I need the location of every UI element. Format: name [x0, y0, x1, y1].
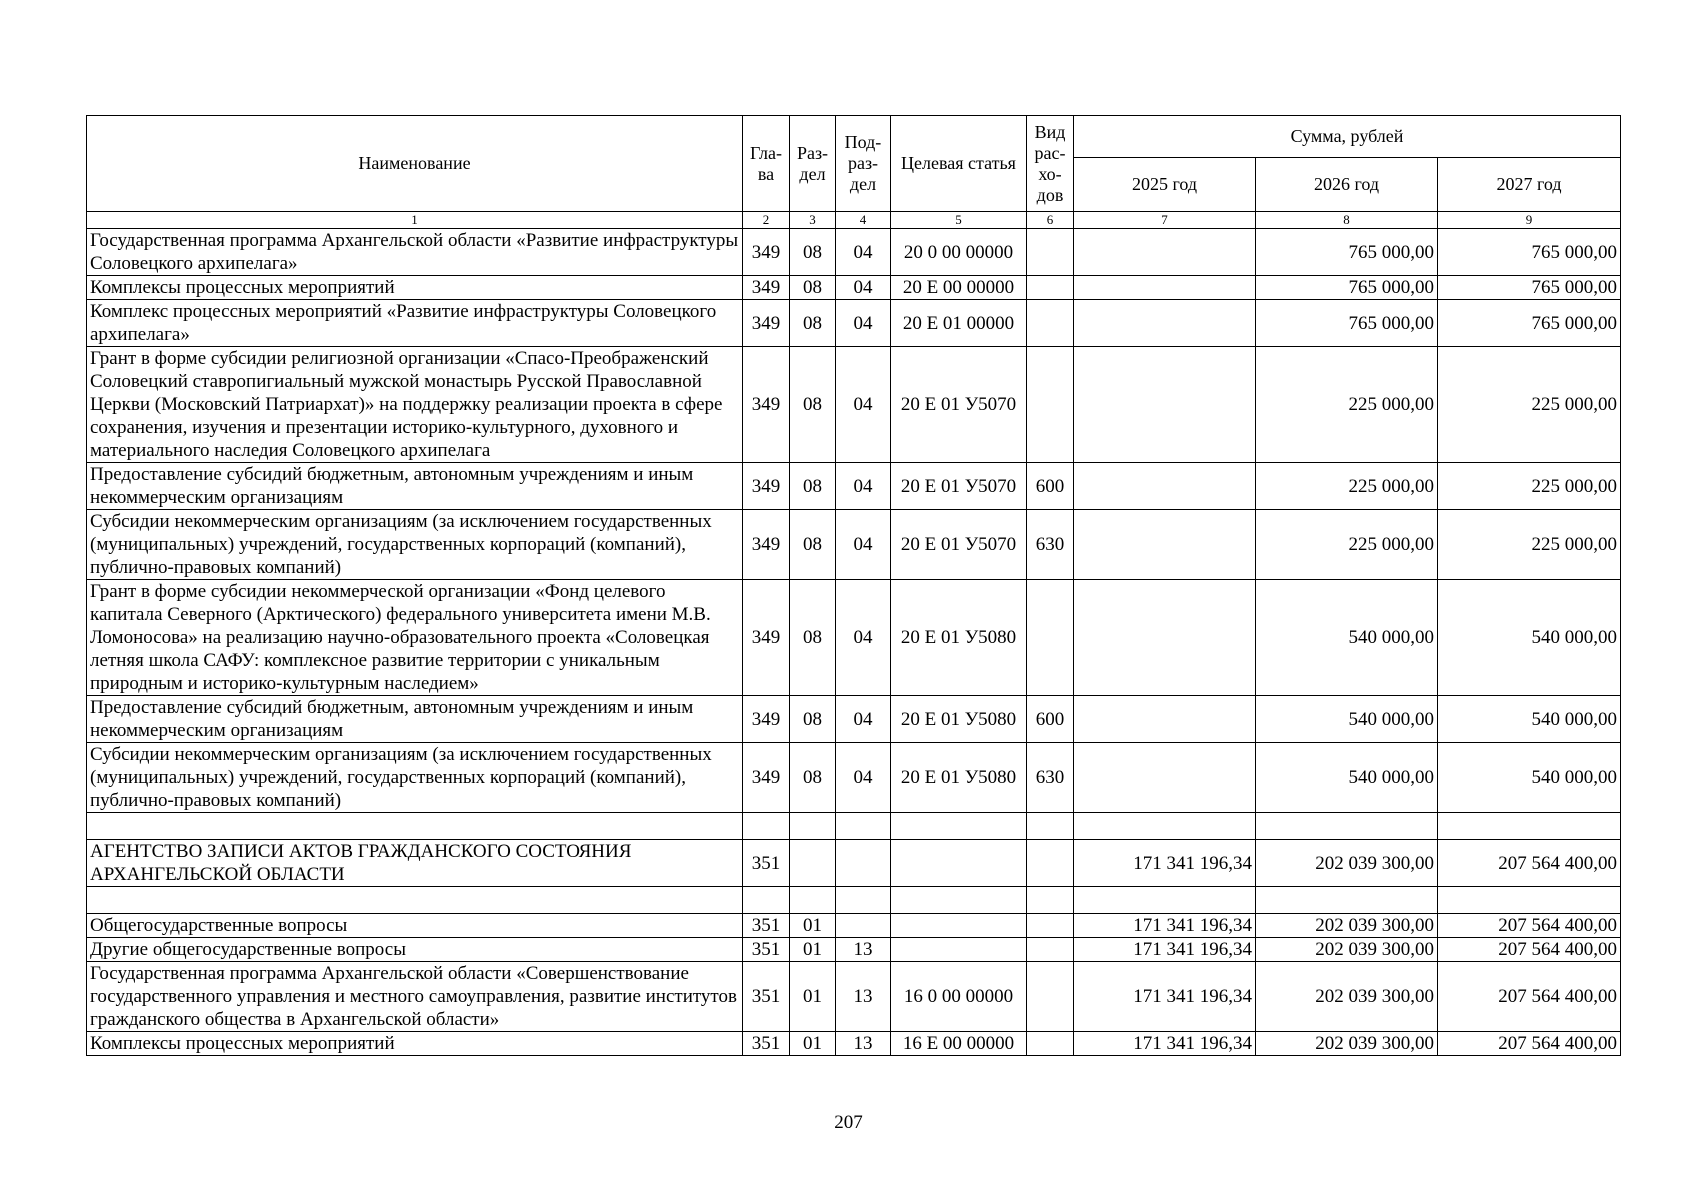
- row-razdel: [790, 840, 836, 887]
- row-name: Предоставление субсидий бюджетным, автономным учреждениям и иным некоммерческим организациям: [87, 463, 743, 510]
- row-vid: [1027, 580, 1074, 696]
- row-amount-2026: 202 039 300,00: [1256, 938, 1438, 962]
- row-podrazdel: 04: [836, 229, 891, 276]
- row-podrazdel: 13: [836, 1032, 891, 1056]
- row-name: Грант в форме субсидии некоммерческой организации «Фонд целевого капитала Северного (Арктического) федерального университета имени М.В. Ломоносова» на реализацию научно-образовательного проекта «Соловецкая летняя школа САФУ: комплексное развитие территории с уникальным природным и историко-культурным наследием»: [87, 580, 743, 696]
- row-vid: [1027, 962, 1074, 1032]
- header-vid: Вид рас-хо-дов: [1027, 116, 1074, 212]
- row-amount-2027: [1438, 887, 1621, 914]
- row-statya: 20 Е 01 У5070: [891, 510, 1027, 580]
- row-statya: 20 Е 01 У5080: [891, 696, 1027, 743]
- header-year-2027: 2027 год: [1438, 158, 1621, 212]
- row-glava: 349: [743, 347, 790, 463]
- row-amount-2027: 207 564 400,00: [1438, 938, 1621, 962]
- column-number: 3: [790, 212, 836, 229]
- row-name: [87, 887, 743, 914]
- header-summa: Сумма, рублей: [1074, 116, 1621, 158]
- row-podrazdel: 04: [836, 347, 891, 463]
- row-podrazdel: 13: [836, 938, 891, 962]
- row-glava: 349: [743, 276, 790, 300]
- row-statya: [891, 813, 1027, 840]
- row-glava: 349: [743, 300, 790, 347]
- row-razdel: 08: [790, 580, 836, 696]
- row-statya: 20 0 00 00000: [891, 229, 1027, 276]
- row-amount-2026: 540 000,00: [1256, 580, 1438, 696]
- row-statya: 16 Е 00 00000: [891, 1032, 1027, 1056]
- row-vid: [1027, 938, 1074, 962]
- row-podrazdel: 04: [836, 696, 891, 743]
- row-amount-2026: 202 039 300,00: [1256, 914, 1438, 938]
- row-name: Грант в форме субсидии религиозной организации «Спасо-Преображенский Соловецкий ставропигиальный мужской монастырь Русской Православной Церкви (Московский Патриархат)» на поддержку реализации проекта в сфере сохранения, изучения и презентации историко-культурного, духовного и материального наследия Соловецкого архипелага: [87, 347, 743, 463]
- row-vid: [1027, 276, 1074, 300]
- row-vid: [1027, 914, 1074, 938]
- table-row: [87, 696, 1621, 743]
- row-amount-2027: 207 564 400,00: [1438, 962, 1621, 1032]
- row-podrazdel: [836, 887, 891, 914]
- row-amount-2027: 225 000,00: [1438, 463, 1621, 510]
- header-name: Наименование: [87, 116, 743, 212]
- row-amount-2026: 765 000,00: [1256, 276, 1438, 300]
- table-row: [87, 276, 1621, 300]
- row-glava: [743, 813, 790, 840]
- row-podrazdel: 04: [836, 510, 891, 580]
- column-number: 7: [1074, 212, 1256, 229]
- row-name: Общегосударственные вопросы: [87, 914, 743, 938]
- row-glava: 351: [743, 938, 790, 962]
- table-row: [87, 1032, 1621, 1056]
- row-amount-2026: [1256, 813, 1438, 840]
- row-glava: 349: [743, 580, 790, 696]
- row-amount-2026: 540 000,00: [1256, 743, 1438, 813]
- row-name: Субсидии некоммерческим организациям (за исключением государственных (муниципальных) учреждений, государственных корпораций (компаний), публично-правовых компаний): [87, 743, 743, 813]
- table-row: [87, 938, 1621, 962]
- row-amount-2027: 765 000,00: [1438, 300, 1621, 347]
- row-amount-2025: [1074, 580, 1256, 696]
- row-statya: 20 Е 01 У5080: [891, 580, 1027, 696]
- row-podrazdel: [836, 840, 891, 887]
- row-statya: 20 Е 01 00000: [891, 300, 1027, 347]
- row-amount-2027: 225 000,00: [1438, 510, 1621, 580]
- row-name: АГЕНТСТВО ЗАПИСИ АКТОВ ГРАЖДАНСКОГО СОСТОЯНИЯ АРХАНГЕЛЬСКОЙ ОБЛАСТИ: [87, 840, 743, 887]
- table-body: [87, 229, 1621, 1056]
- row-amount-2027: 765 000,00: [1438, 229, 1621, 276]
- column-number: 9: [1438, 212, 1621, 229]
- row-amount-2027: 540 000,00: [1438, 743, 1621, 813]
- row-vid: [1027, 1032, 1074, 1056]
- row-amount-2027: 540 000,00: [1438, 696, 1621, 743]
- row-razdel: 08: [790, 743, 836, 813]
- header-podrazdel: Под-раз-дел: [836, 116, 891, 212]
- row-name: Комплексы процессных мероприятий: [87, 1032, 743, 1056]
- row-vid: 600: [1027, 696, 1074, 743]
- row-razdel: 08: [790, 510, 836, 580]
- row-amount-2025: [1074, 347, 1256, 463]
- row-glava: 349: [743, 696, 790, 743]
- column-number: 8: [1256, 212, 1438, 229]
- row-razdel: 08: [790, 300, 836, 347]
- row-vid: 630: [1027, 510, 1074, 580]
- row-statya: 20 Е 00 00000: [891, 276, 1027, 300]
- row-amount-2027: 207 564 400,00: [1438, 914, 1621, 938]
- row-amount-2026: 202 039 300,00: [1256, 840, 1438, 887]
- row-statya: [891, 914, 1027, 938]
- row-amount-2026: 202 039 300,00: [1256, 1032, 1438, 1056]
- row-name: Комплекс процессных мероприятий «Развитие инфраструктуры Соловецкого архипелага»: [87, 300, 743, 347]
- row-glava: 349: [743, 463, 790, 510]
- row-amount-2026: 225 000,00: [1256, 463, 1438, 510]
- row-razdel: 08: [790, 463, 836, 510]
- row-razdel: 08: [790, 347, 836, 463]
- header-razdel: Раз-дел: [790, 116, 836, 212]
- row-statya: 20 Е 01 У5070: [891, 347, 1027, 463]
- row-razdel: 08: [790, 696, 836, 743]
- row-vid: [1027, 813, 1074, 840]
- row-amount-2025: [1074, 813, 1256, 840]
- row-amount-2025: [1074, 300, 1256, 347]
- row-amount-2027: 207 564 400,00: [1438, 840, 1621, 887]
- row-podrazdel: 04: [836, 743, 891, 813]
- page-number: 207: [834, 1112, 863, 1133]
- table-header: [87, 116, 1621, 229]
- budget-table: [86, 115, 1621, 1056]
- table-row: [87, 510, 1621, 580]
- row-vid: [1027, 840, 1074, 887]
- row-amount-2025: 171 341 196,34: [1074, 962, 1256, 1032]
- table-row: [87, 813, 1621, 840]
- row-amount-2025: 171 341 196,34: [1074, 840, 1256, 887]
- row-glava: 351: [743, 962, 790, 1032]
- row-podrazdel: 04: [836, 580, 891, 696]
- row-razdel: 01: [790, 962, 836, 1032]
- row-podrazdel: 13: [836, 962, 891, 1032]
- row-amount-2027: 225 000,00: [1438, 347, 1621, 463]
- row-amount-2025: [1074, 276, 1256, 300]
- row-amount-2026: [1256, 887, 1438, 914]
- row-statya: [891, 840, 1027, 887]
- row-amount-2025: [1074, 463, 1256, 510]
- table-row: [87, 463, 1621, 510]
- row-razdel: 08: [790, 229, 836, 276]
- row-name: Предоставление субсидий бюджетным, автономным учреждениям и иным некоммерческим организациям: [87, 696, 743, 743]
- table-row: [87, 347, 1621, 463]
- row-name: [87, 813, 743, 840]
- row-statya: 16 0 00 00000: [891, 962, 1027, 1032]
- header-glava: Гла-ва: [743, 116, 790, 212]
- row-amount-2025: 171 341 196,34: [1074, 1032, 1256, 1056]
- table-row: [87, 914, 1621, 938]
- table-row: [87, 580, 1621, 696]
- table-row: [87, 743, 1621, 813]
- row-podrazdel: [836, 813, 891, 840]
- row-razdel: [790, 887, 836, 914]
- row-name: Комплексы процессных мероприятий: [87, 276, 743, 300]
- row-amount-2025: 171 341 196,34: [1074, 938, 1256, 962]
- row-amount-2026: 765 000,00: [1256, 300, 1438, 347]
- row-amount-2027: 207 564 400,00: [1438, 1032, 1621, 1056]
- header-year-2025: 2025 год: [1074, 158, 1256, 212]
- row-glava: [743, 887, 790, 914]
- row-razdel: 01: [790, 938, 836, 962]
- header-statya: Целевая статья: [891, 116, 1027, 212]
- row-amount-2025: [1074, 510, 1256, 580]
- table-row: [87, 300, 1621, 347]
- row-amount-2026: 765 000,00: [1256, 229, 1438, 276]
- row-vid: [1027, 300, 1074, 347]
- row-name: Субсидии некоммерческим организациям (за исключением государственных (муниципальных) учреждений, государственных корпораций (компаний), публично-правовых компаний): [87, 510, 743, 580]
- table-row: [87, 229, 1621, 276]
- column-number: 4: [836, 212, 891, 229]
- row-glava: 351: [743, 1032, 790, 1056]
- row-amount-2026: 202 039 300,00: [1256, 962, 1438, 1032]
- table-row: [87, 840, 1621, 887]
- row-podrazdel: 04: [836, 300, 891, 347]
- row-vid: 630: [1027, 743, 1074, 813]
- row-amount-2025: [1074, 743, 1256, 813]
- column-number: 6: [1027, 212, 1074, 229]
- row-name: Другие общегосударственные вопросы: [87, 938, 743, 962]
- row-razdel: [790, 813, 836, 840]
- row-name: Государственная программа Архангельской области «Совершенствование государственного управления и местного самоуправления, развитие институтов гражданского общества в Архангельской области»: [87, 962, 743, 1032]
- row-razdel: 01: [790, 914, 836, 938]
- row-name: Государственная программа Архангельской области «Развитие инфраструктуры Соловецкого архипелага»: [87, 229, 743, 276]
- row-glava: 349: [743, 743, 790, 813]
- row-statya: [891, 938, 1027, 962]
- row-amount-2025: 171 341 196,34: [1074, 914, 1256, 938]
- row-statya: [891, 887, 1027, 914]
- row-amount-2025: [1074, 229, 1256, 276]
- column-number-row: [87, 212, 1621, 229]
- row-amount-2027: 765 000,00: [1438, 276, 1621, 300]
- row-vid: [1027, 229, 1074, 276]
- column-number: 5: [891, 212, 1027, 229]
- row-podrazdel: 04: [836, 463, 891, 510]
- row-statya: 20 Е 01 У5080: [891, 743, 1027, 813]
- column-number: 1: [87, 212, 743, 229]
- row-vid: [1027, 887, 1074, 914]
- column-number: 2: [743, 212, 790, 229]
- row-vid: 600: [1027, 463, 1074, 510]
- row-amount-2027: [1438, 813, 1621, 840]
- table-row: [87, 887, 1621, 914]
- row-glava: 349: [743, 510, 790, 580]
- row-amount-2026: 540 000,00: [1256, 696, 1438, 743]
- row-glava: 351: [743, 840, 790, 887]
- row-amount-2025: [1074, 887, 1256, 914]
- row-amount-2026: 225 000,00: [1256, 347, 1438, 463]
- row-podrazdel: [836, 914, 891, 938]
- row-razdel: 01: [790, 1032, 836, 1056]
- row-amount-2027: 540 000,00: [1438, 580, 1621, 696]
- row-amount-2026: 225 000,00: [1256, 510, 1438, 580]
- row-glava: 349: [743, 229, 790, 276]
- row-vid: [1027, 347, 1074, 463]
- header-year-2026: 2026 год: [1256, 158, 1438, 212]
- row-statya: 20 Е 01 У5070: [891, 463, 1027, 510]
- row-glava: 351: [743, 914, 790, 938]
- row-amount-2025: [1074, 696, 1256, 743]
- row-razdel: 08: [790, 276, 836, 300]
- table-row: [87, 962, 1621, 1032]
- row-podrazdel: 04: [836, 276, 891, 300]
